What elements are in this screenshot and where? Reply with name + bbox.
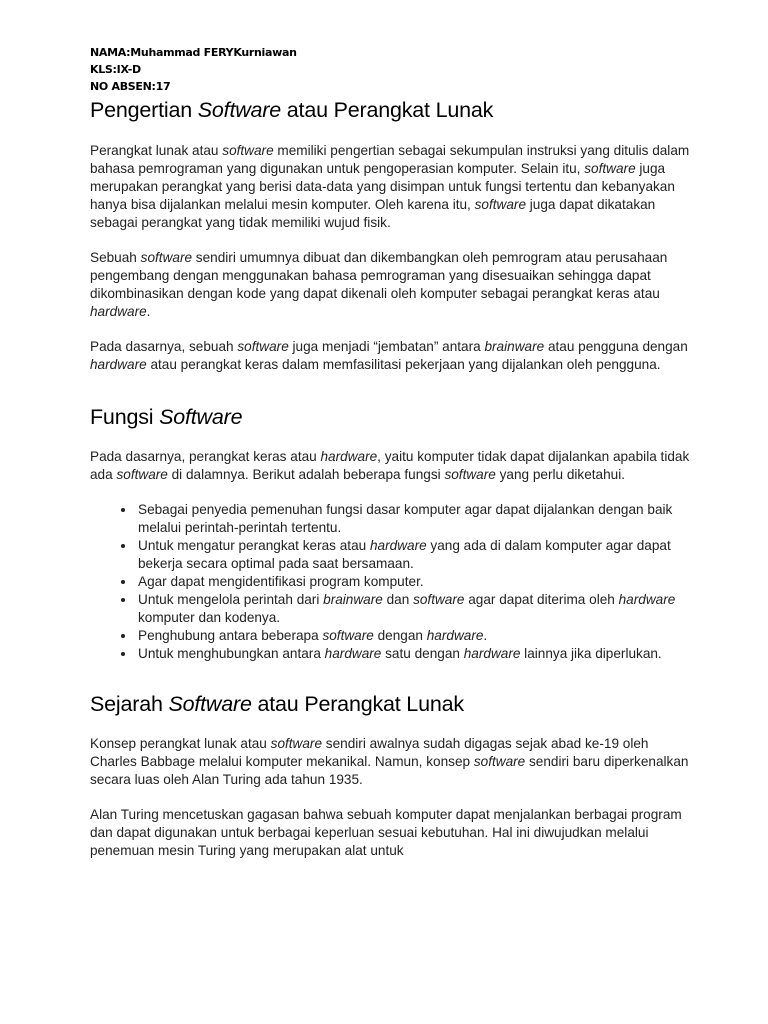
list-item: • Untuk menghubungkan antara hardware satu dengan hardware lainnya jika diperlukan. [136,645,690,663]
heading-pengertian: Pengertian Software atau Perangkat Lunak [90,98,494,122]
list-item: • Sebagai penyedia pemenuhan fungsi dasar komputer agar dapat dijalankan dengan baik melalui perintah-perintah tertentu. [136,501,690,537]
paragraph-pengertian-3: Pada dasarnya, sebuah software juga menjadi “jembatan” antara brainware atau pengguna dengan hardware atau perangkat keras dalam memfasilitasi pekerjaan yang dijalankan oleh pengguna. [90,339,688,372]
paragraph-sejarah-1: Konsep perangkat lunak atau software sendiri awalnya sudah digagas sejak abad ke-19 oleh Charles Babbage melalui komputer mekanikal. Namun, konsep software sendiri baru diperkenalkan secara luas oleh Alan Turing ada tahun 1935. [90,736,689,787]
paragraph-sejarah-2: Alan Turing mencetuskan gagasan bahwa sebuah komputer dapat menjalankan berbagai program dan dapat digunakan untuk berbagai keperluan sesuai kebutuhan. Hal ini diwujudkan melalui penemuan mesin Turing yang merupakan alat untuk [90,807,682,858]
list-item: • Penghubung antara beberapa software dengan hardware. [136,627,690,645]
paragraph-pengertian-1: Perangkat lunak atau software memiliki pengertian sebagai sekumpulan instruksi yang ditulis dalam bahasa pemrograman yang digunakan untuk pengoperasian komputer. Selain itu, software juga merupakan perangkat yang berisi data-data yang disimpan untuk fungsi tertentu dan kebanyakan hanya bisa dijalankan melalui mesin komputer. Oleh karena itu, software juga dapat dikatakan sebagai perangkat yang tidak memiliki wujud fisik. [90,143,690,230]
list-item: • Untuk mengatur perangkat keras atau hardware yang ada di dalam komputer agar dapat bekerja secara optimal pada saat bersamaan. [136,537,690,573]
student-info [90,44,690,95]
heading-sejarah: Sejarah Software atau Perangkat Lunak [90,692,464,716]
document-page [90,44,690,860]
student-name: NAMA:Muhammad FERYKurniawan [90,46,297,59]
heading-fungsi: Fungsi Software [90,405,243,429]
paragraph-fungsi-1: Pada dasarnya, perangkat keras atau hardware, yaitu komputer tidak dapat dijalankan apabila tidak ada software di dalamnya. Berikut adalah beberapa fungsi software yang perlu diketahui. [90,449,690,482]
list-item: • Untuk mengelola perintah dari brainware dan software agar dapat diterima oleh hardware komputer dan kodenya. [136,591,690,627]
student-absen: NO ABSEN:17 [90,80,171,93]
fungsi-list [90,501,690,663]
paragraph-pengertian-2: Sebuah software sendiri umumnya dibuat dan dikembangkan oleh pemrogram atau perusahaan pengembang dengan menggunakan bahasa pemrograman yang disesuaikan sehingga dapat dikombinasikan dengan kode yang dapat dikenali oleh komputer sebagai perangkat keras atau hardware. [90,250,668,319]
list-item: • Agar dapat mengidentifikasi program komputer. [136,573,690,591]
student-class: KLS:IX-D [90,63,141,76]
